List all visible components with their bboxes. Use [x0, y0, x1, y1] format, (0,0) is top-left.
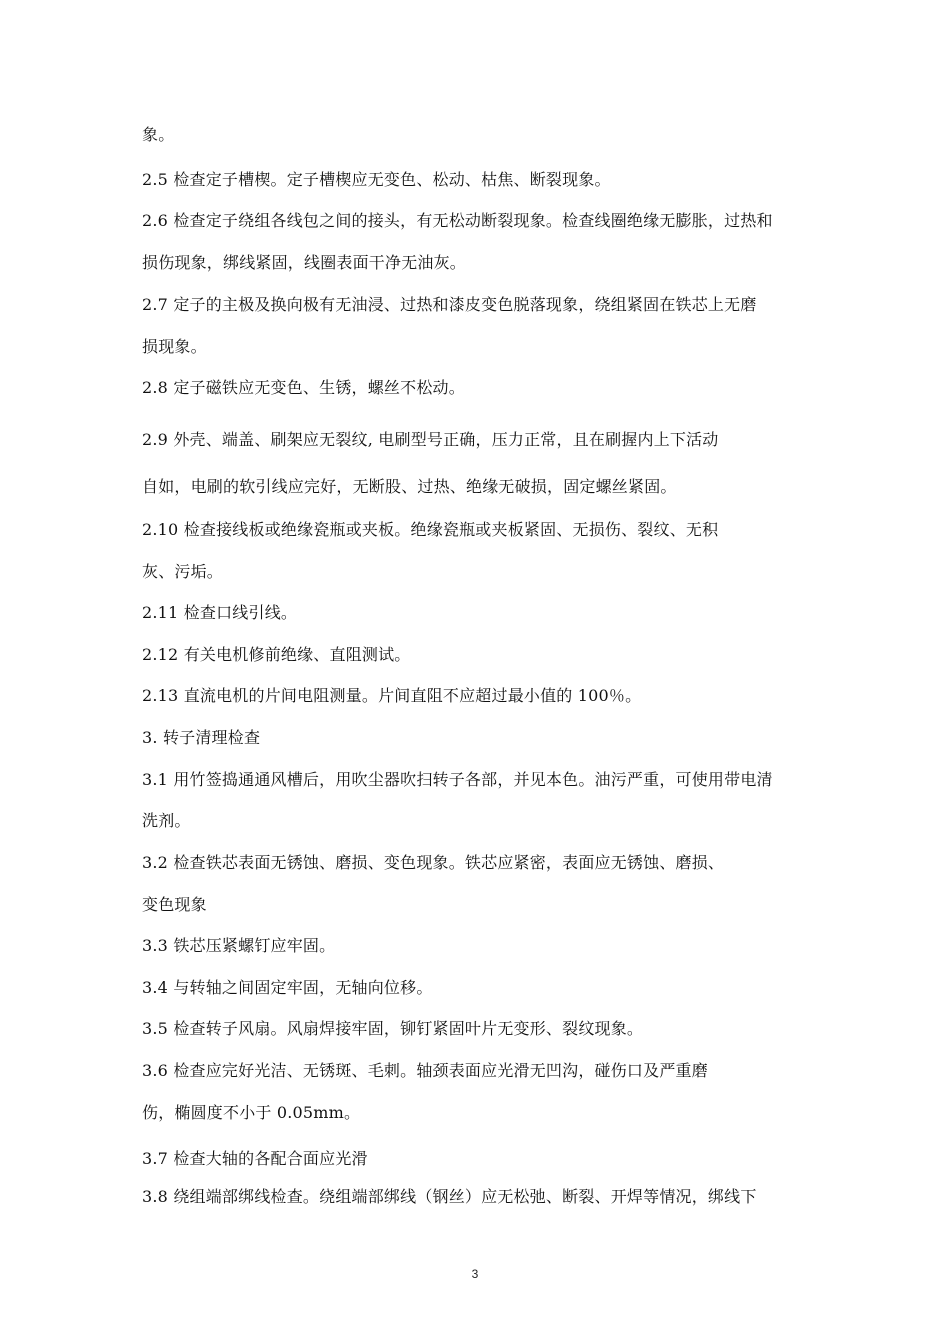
text-line: 2.5 检查定子槽楔。定子槽楔应无变色、松动、枯焦、断裂现象。 [142, 170, 611, 189]
text-line: 洗剂。 [142, 811, 191, 830]
section-heading: 3. 转子清理检查 [142, 728, 261, 747]
text-line: 灰、污垢。 [142, 562, 224, 581]
text-line: 自如，电刷的软引线应完好，无断股、过热、绝缘无破损，固定螺丝紧固。 [142, 477, 677, 496]
text-line: 2.10 检查接线板或绝缘瓷瓶或夹板。绝缘瓷瓶或夹板紧固、无损伤、裂纹、无积 [142, 520, 719, 539]
text-line: 3.7 检查大轴的各配合面应光滑 [142, 1149, 368, 1168]
text-line: 2.12 有关电机修前绝缘、直阻测试。 [142, 645, 411, 664]
text-line: 象。 [142, 125, 175, 144]
text-line: 2.9 外壳、端盖、刷架应无裂纹, 电刷型号正确，压力正常，且在刷握内上下活动 [142, 430, 719, 449]
text-line: 2.7 定子的主极及换向极有无油浸、过热和漆皮变色脱落现象，绕组紧固在铁芯上无磨 [142, 295, 757, 314]
text-line: 3.5 检查转子风扇。风扇焊接牢固，铆钉紧固叶片无变形、裂纹现象。 [142, 1019, 644, 1038]
text-line: 2.11 检查口线引线。 [142, 603, 298, 622]
text-line: 2.6 检查定子绕组各线包之间的接头，有无松动断裂现象。检查线圈绝缘无膨胀，过热和 [142, 211, 773, 230]
text-line: 3.1 用竹签捣通通风槽后，用吹尘器吹扫转子各部，并见本色。油污严重，可使用带电清 [142, 770, 773, 789]
text-line: 3.3 铁芯压紧螺钉应牢固。 [142, 936, 336, 955]
page-number: 3 [471, 1267, 479, 1281]
text-line: 3.6 检查应完好光洁、无锈斑、毛刺。轴颈表面应光滑无凹沟，碰伤口及严重磨 [142, 1061, 708, 1080]
text-line: 伤，椭圆度不小于 0.05mm。 [142, 1103, 361, 1122]
text-line: 变色现象 [142, 895, 207, 914]
text-line: 损现象。 [142, 337, 207, 356]
text-line: 2.13 直流电机的片间电阻测量。片间直阻不应超过最小值的 100％。 [142, 686, 642, 705]
text-line: 3.2 检查铁芯表面无锈蚀、磨损、变色现象。铁芯应紧密，表面应无锈蚀、磨损、 [142, 853, 725, 872]
text-line: 3.8 绕组端部绑线检查。绕组端部绑线（钢丝）应无松弛、断裂、开焊等情况，绑线下 [142, 1187, 757, 1206]
text-line: 损伤现象，绑线紧固，线圈表面干净无油灰。 [142, 253, 467, 272]
text-line: 2.8 定子磁铁应无变色、生锈，螺丝不松动。 [142, 378, 465, 397]
text-line: 3.4 与转轴之间固定牢固，无轴向位移。 [142, 978, 433, 997]
